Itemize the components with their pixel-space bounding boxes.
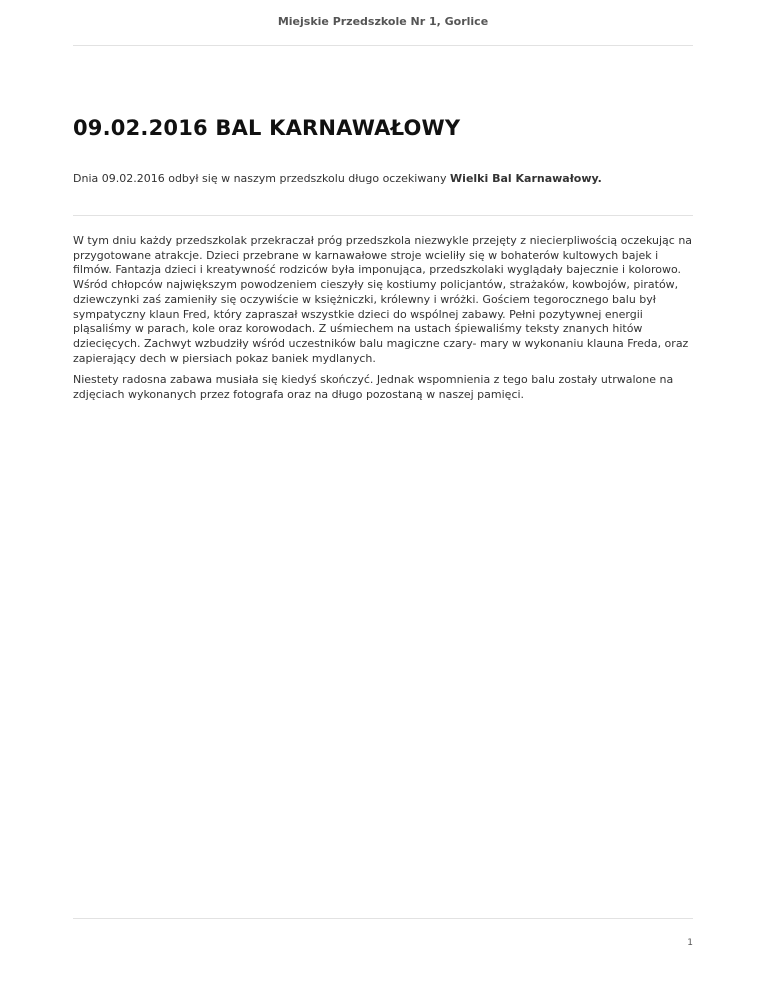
article-paragraph-1: W tym dniu każdy przedszkolak przekraczał próg przedszkola niezwykle przejęty z niecierpliwością oczekując na przygotowane atrakcje. Dzieci przebrane w karnawałowe stroje wcieliły się w bohaterów kultowych bajek i filmów. Fantazja dzieci i kreatywność rodziców była imponująca, przedszkolaki wyglądały bajecznie i kolorowo. Wśród chłopców największym powodzeniem cieszyły się kostiumy policjantów, strażaków, kowbojów, piratów, dziewczynki zaś zamieniły się oczywiście w księżniczki, królewny i wróżki. Gościem tegorocznego balu był sympatyczny klaun Fred, który zapraszał wszystkie dzieci do wspólnej zabawy. Pełni pozytywnej energii pląsaliśmy w parach, kole oraz korowodach. Z uśmiechem na ustach śpiewaliśmy teksty znanych hitów dziecięcych. Zachwyt wzbudziły wśród uczestników balu magiczne czary- mary w wykonaniu klauna Freda, oraz zapierający dech w piersiach pokaz baniek mydlanych. bbox=[73, 234, 693, 365]
content-divider bbox=[73, 215, 693, 216]
site-header: Miejskie Przedszkole Nr 1, Gorlice bbox=[277, 15, 489, 28]
intro-bold-text: Wielki Bal Karnawałowy. bbox=[450, 172, 602, 185]
footer-divider bbox=[73, 918, 693, 919]
article-intro bbox=[73, 171, 693, 186]
page-number: 1 bbox=[687, 938, 693, 948]
intro-text: Dnia 09.02.2016 odbył się w naszym przedszkolu długo oczekiwany bbox=[73, 172, 451, 185]
article-paragraph-2: Niestety radosna zabawa musiała się kiedyś skończyć. Jednak wspomnienia z tego balu zostały utrwalone na zdjęciach wykonanych przez fotografa oraz na długo pozostaną w naszej pamięci. bbox=[73, 373, 674, 401]
header-divider bbox=[73, 45, 693, 46]
article-title: 09.02.2016 BAL KARNAWAŁOWY bbox=[73, 116, 461, 140]
